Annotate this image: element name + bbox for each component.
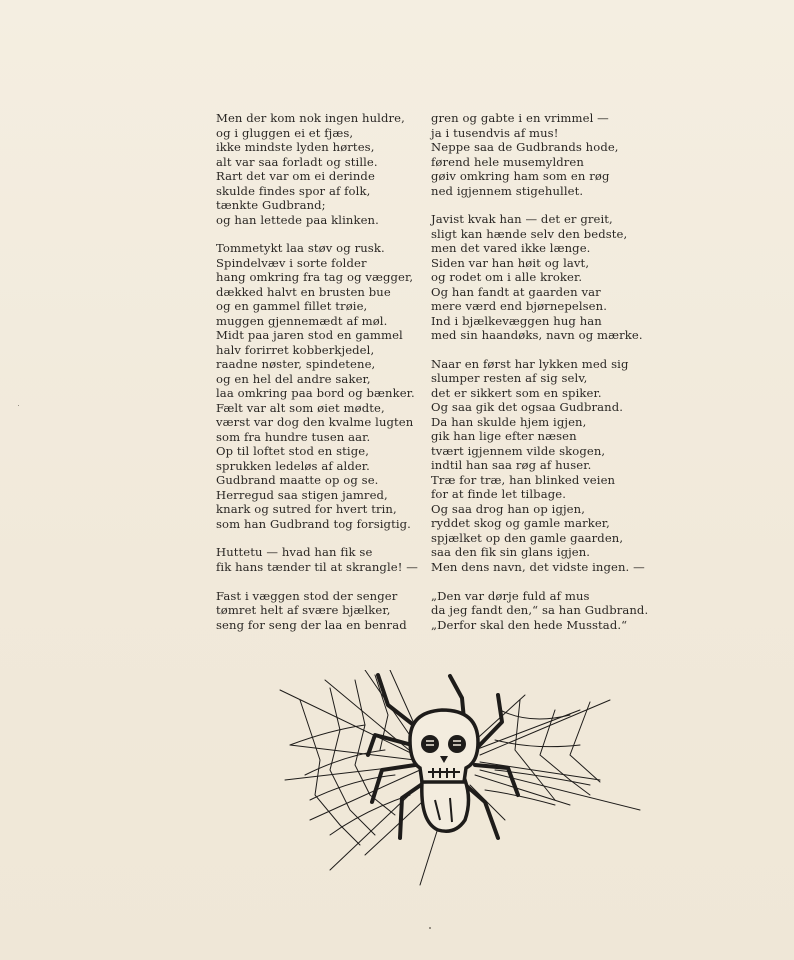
poem-line: med sin haandøks, navn og mærke.	[431, 328, 643, 343]
poem-left-column	[216, 111, 431, 646]
poem-line: som fra hundre tusen aar.	[216, 429, 371, 444]
stanza	[216, 589, 431, 633]
poem-line: førend hele musemyldren	[431, 154, 584, 169]
stanza	[431, 357, 646, 575]
poem-line: og i gluggen ei et fjæs,	[216, 125, 354, 140]
poem-line: gren og gabte i en vrimmel —	[431, 111, 609, 125]
stanza	[431, 588, 649, 633]
poem-line: Naar en først har lykken med sig	[431, 356, 629, 371]
poem-line: halv forirret kobberkjedel,	[216, 342, 375, 357]
poem-line: knark og sutred for hvert trin,	[216, 502, 397, 517]
poem-line: ja i tusendvis af mus!	[431, 125, 559, 140]
poem-line: og en hel del andre saker,	[216, 371, 371, 386]
poem-line: Siden var han høit og lavt,	[431, 255, 590, 270]
spider-illustration	[270, 670, 645, 890]
poem-line: Midt paa jaren stod en gammel	[216, 328, 403, 343]
poem-line: ned igjennem stigehullet.	[431, 183, 584, 198]
poem-line: Tommetykt laa støv og rusk.	[216, 241, 385, 256]
poem-line: „Den var dørje fuld af mus	[431, 588, 590, 603]
poem-line: gik han lige efter næsen	[431, 429, 577, 444]
poem-line: og han lettede paa klinken.	[216, 212, 379, 227]
poem-line: Og saa drog han op igjen,	[431, 501, 585, 516]
poem-line: fik hans tænder til at skrangle! —	[216, 559, 418, 574]
poem-line: tømret helt af svære bjælker,	[216, 603, 391, 618]
poem-line: Og han fandt at gaarden var	[431, 284, 601, 299]
poem-line: raadne nøster, spindetene,	[216, 357, 376, 372]
poem-line: men det vared ikke længe.	[431, 241, 591, 256]
stanza	[216, 241, 431, 531]
poem-line: Gudbrand maatte op og se.	[216, 473, 379, 488]
poem-line: Javist kvak han — det er greit,	[431, 212, 613, 227]
poem-line: som han Gudbrand tog forsigtig.	[216, 516, 411, 531]
poem-line: Spindelvæv i sorte folder	[216, 255, 367, 270]
poem-line: og rodet om i alle kroker.	[431, 270, 583, 285]
poem-line: da jeg fandt den,“ sa han Gudbrand.	[431, 603, 649, 618]
poem-line: Neppe saa de Gudbrands hode,	[431, 140, 619, 154]
stanza	[431, 212, 646, 343]
poem-line: Herregud saa stigen jamred,	[216, 487, 388, 502]
poem-line: gøiv omkring ham som en røg	[431, 169, 610, 183]
paper-speck	[18, 405, 19, 406]
poem-line: det er sikkert som en spiker.	[431, 385, 602, 400]
poem-line: værst var dog den kvalme lugten	[216, 415, 414, 430]
poem-line: dækked halvt en brusten bue	[216, 284, 391, 299]
poem-line: skulde findes spor af folk,	[216, 183, 371, 198]
poem-line: indtil han saa røg af huser.	[431, 458, 592, 473]
poem-line: og en gammel fillet trøie,	[216, 299, 368, 314]
poem-line: „Derfor skal den hede Musstad.“	[431, 617, 628, 632]
poem-line: Huttetu — hvad han fik se	[216, 545, 373, 560]
poem-line: Og saa gik det ogsaa Gudbrand.	[431, 400, 623, 415]
poem-line: muggen gjennemædt af møl.	[216, 313, 388, 328]
poem-line: tænkte Gudbrand;	[216, 198, 326, 212]
poem-line: alt var saa forladt og stille.	[216, 154, 378, 169]
poem-line: sligt kan hænde selv den bedste,	[431, 226, 628, 241]
poem-line: Da han skulde hjem igjen,	[431, 414, 587, 429]
poem-line: Ind i bjælkevæggen hug han	[431, 313, 602, 328]
poem-line: Op til loftet stod en stige,	[216, 444, 370, 459]
paper-speck	[429, 927, 431, 929]
stanza	[216, 111, 431, 227]
poem-line: hang omkring fra tag og vægger,	[216, 270, 414, 285]
poem-line: ryddet skog og gamle marker,	[431, 516, 610, 531]
poem-line: Fælt var alt som øiet mødte,	[216, 400, 385, 415]
poem-line: Men der kom nok ingen huldre,	[216, 111, 405, 125]
stanza	[216, 545, 431, 574]
poem-line: tvært igjennem vilde skogen,	[431, 443, 606, 458]
poem-line: spjælket op den gamle gaarden,	[431, 530, 624, 545]
poem-line: laa omkring paa bord og bænker.	[216, 386, 415, 401]
poem-line: Men dens navn, det vidste ingen. —	[431, 559, 645, 574]
poem-line: mere værd end bjørnepelsen.	[431, 299, 607, 314]
spider	[368, 675, 518, 838]
poem-line: for at finde let tilbage.	[431, 487, 566, 502]
poem-line: Fast i væggen stod der senger	[216, 588, 398, 603]
poem-line: ikke mindste lyden hørtes,	[216, 140, 375, 154]
spider-on-web-icon	[270, 670, 645, 890]
poem-line: sprukken ledeløs af alder.	[216, 458, 370, 473]
poem-line: seng for seng der laa en benrad	[216, 617, 407, 632]
poem-line: Rart det var om ei derinde	[216, 169, 375, 183]
poem-right-column	[431, 111, 649, 646]
poem-line: slumper resten af sig selv,	[431, 371, 588, 386]
poem-line: saa den fik sin glans igjen.	[431, 545, 591, 560]
stanza	[431, 111, 646, 198]
poem-line: Træ for træ, han blinked veien	[431, 472, 616, 487]
